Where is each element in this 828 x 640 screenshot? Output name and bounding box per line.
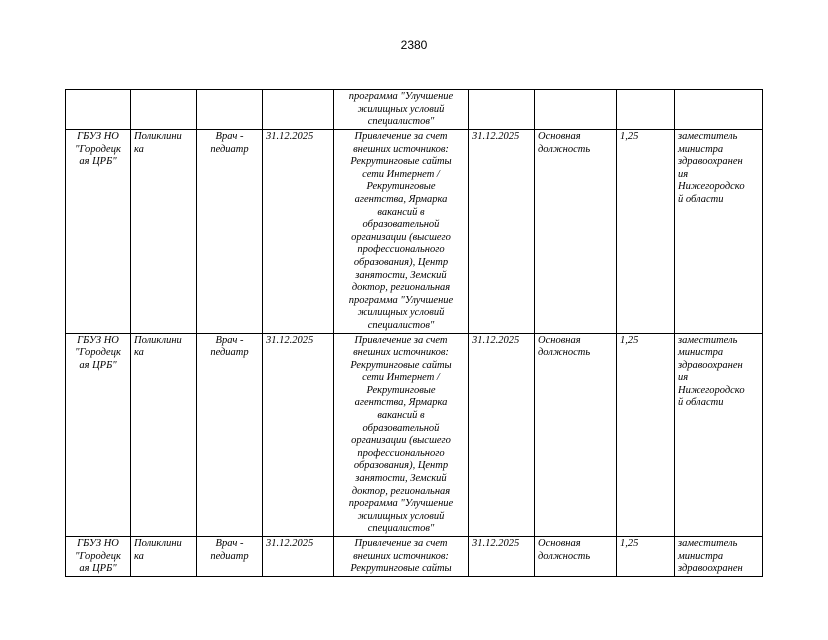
responsible-line: ия (678, 168, 689, 180)
method-line: сети Интернет / (362, 372, 440, 384)
method-line: жилищных условий (357, 103, 445, 115)
cell-date2 (469, 90, 535, 130)
method-line: образовательной (362, 219, 440, 231)
method-line: агентства, Ярмарка (354, 397, 448, 409)
cell-date2 (469, 130, 535, 334)
method-line: профессионального (357, 244, 445, 256)
institution-line: ГБУЗ НО (77, 538, 119, 549)
type-line: Основная (538, 131, 581, 142)
institution-line: ГБУЗ НО (77, 334, 119, 346)
date2-text: 31.12.2025 (472, 538, 520, 549)
cell-position (197, 333, 263, 537)
cell-rate (617, 130, 675, 334)
responsible-line: заместитель (678, 538, 738, 549)
cell-institution (66, 537, 131, 577)
cell-department (131, 130, 197, 334)
method-line: занятости, Земский (355, 269, 447, 281)
method-line: Рекрутинговые сайты (350, 156, 452, 168)
method-line: Рекрутинговые сайты (350, 359, 452, 371)
cell-responsible (675, 333, 763, 537)
institution-line: ГБУЗ НО (77, 131, 119, 142)
position-line: педиатр (210, 550, 249, 562)
cell-method (334, 90, 469, 130)
method-line: образования), Центр (353, 256, 449, 268)
responsible-line: й области (678, 193, 724, 205)
cell-rate (617, 537, 675, 577)
rate-text: 1,25 (620, 538, 639, 549)
method-line: вакансий в (377, 410, 425, 422)
method-line: вакансий в (377, 206, 425, 218)
responsible-line: здравоохранен (678, 156, 743, 168)
method-line: специалистов" (367, 319, 435, 331)
responsible-line: министра (678, 347, 724, 359)
method-line: доктор, региональная (351, 485, 451, 497)
cell-rate (617, 333, 675, 537)
method-line: Рекрутинговые (366, 181, 436, 193)
type-line: Основная (538, 334, 581, 346)
cell-type (535, 90, 617, 130)
responsible-line: министра (678, 143, 724, 155)
position-line: педиатр (210, 143, 249, 155)
institution-line: ая ЦРБ" (79, 563, 117, 575)
responsible-line: й области (678, 397, 724, 409)
method-line: внешних источников: (353, 347, 449, 359)
position-line: педиатр (210, 347, 249, 359)
method-line: программа "Улучшение (348, 91, 454, 102)
method-line: занятости, Земский (355, 473, 447, 485)
method-line: внешних источников: (353, 143, 449, 155)
responsible-line: здравоохранен (678, 359, 743, 371)
responsible-line: заместитель (678, 334, 738, 346)
responsible-line: министра (678, 550, 724, 562)
method-line: доктор, региональная (351, 282, 451, 294)
department-line: Поликлини (134, 538, 182, 549)
method-line: программа "Улучшение (348, 294, 454, 306)
responsible-line: Нижегородско (678, 181, 745, 193)
method-line: жилищных условий (357, 510, 445, 522)
method-line: образовательной (362, 422, 440, 434)
method-line: жилищных условий (357, 307, 445, 319)
method-line: организации (высшего (351, 435, 451, 447)
cell-department (131, 333, 197, 537)
department-line: Поликлини (134, 131, 182, 142)
cell-institution (66, 333, 131, 537)
cell-institution (66, 90, 131, 130)
table-row (66, 333, 763, 537)
cell-date2 (469, 333, 535, 537)
cell-date (263, 537, 334, 577)
cell-position (197, 90, 263, 130)
department-line: Поликлини (134, 334, 182, 346)
method-line: Рекрутинговые сайты (350, 563, 452, 575)
method-line: Привлечение за счет (354, 131, 448, 142)
responsible-line: Нижегородско (678, 384, 745, 396)
method-line: Привлечение за счет (354, 334, 448, 346)
cell-date2 (469, 537, 535, 577)
method-line: программа "Улучшение (348, 498, 454, 510)
type-line: должность (538, 347, 591, 359)
position-line: Врач - (215, 334, 244, 346)
cell-method (334, 537, 469, 577)
date2-text: 31.12.2025 (472, 334, 520, 346)
institution-line: "Городецк (75, 347, 121, 359)
institution-line: ая ЦРБ" (79, 359, 117, 371)
method-line: сети Интернет / (362, 168, 440, 180)
date-text: 31.12.2025 (266, 334, 314, 346)
rate-text: 1,25 (620, 131, 639, 142)
table-row-continued (66, 90, 763, 130)
method-line: внешних источников: (353, 550, 449, 562)
cell-position (197, 537, 263, 577)
type-line: Основная (538, 538, 581, 549)
method-line: Рекрутинговые (366, 384, 436, 396)
method-line: профессионального (357, 447, 445, 459)
cell-method (334, 130, 469, 334)
cell-responsible (675, 537, 763, 577)
cell-responsible (675, 90, 763, 130)
responsible-line: здравоохранен (678, 563, 743, 575)
cell-institution (66, 130, 131, 334)
cell-position (197, 130, 263, 334)
method-line: образования), Центр (353, 460, 449, 472)
date-text: 31.12.2025 (266, 131, 314, 142)
table-body (66, 90, 763, 577)
cell-type (535, 130, 617, 334)
cell-department (131, 537, 197, 577)
method-line: агентства, Ярмарка (354, 193, 448, 205)
table-row (66, 130, 763, 334)
date2-text: 31.12.2025 (472, 131, 520, 142)
page-number: 2380 (400, 38, 428, 52)
date-text: 31.12.2025 (266, 538, 314, 549)
staffing-table (65, 89, 763, 577)
cell-department (131, 90, 197, 130)
institution-line: ая ЦРБ" (79, 156, 117, 168)
cell-date (263, 333, 334, 537)
responsible-line: заместитель (678, 131, 738, 142)
cell-date (263, 130, 334, 334)
cell-type (535, 537, 617, 577)
type-line: должность (538, 550, 591, 562)
cell-rate (617, 90, 675, 130)
cell-type (535, 333, 617, 537)
rate-text: 1,25 (620, 334, 639, 346)
position-line: Врач - (215, 538, 244, 549)
table-row (66, 537, 763, 577)
type-line: должность (538, 143, 591, 155)
method-line: специалистов" (367, 523, 435, 535)
cell-method (334, 333, 469, 537)
institution-line: "Городецк (75, 143, 121, 155)
responsible-line: ия (678, 372, 689, 384)
method-line: специалистов" (367, 116, 435, 128)
department-line: ка (134, 143, 144, 155)
department-line: ка (134, 347, 144, 359)
position-line: Врач - (215, 131, 244, 142)
institution-line: "Городецк (75, 550, 121, 562)
department-line: ка (134, 550, 144, 562)
method-line: организации (высшего (351, 231, 451, 243)
method-line: Привлечение за счет (354, 538, 448, 549)
cell-responsible (675, 130, 763, 334)
cell-date (263, 90, 334, 130)
